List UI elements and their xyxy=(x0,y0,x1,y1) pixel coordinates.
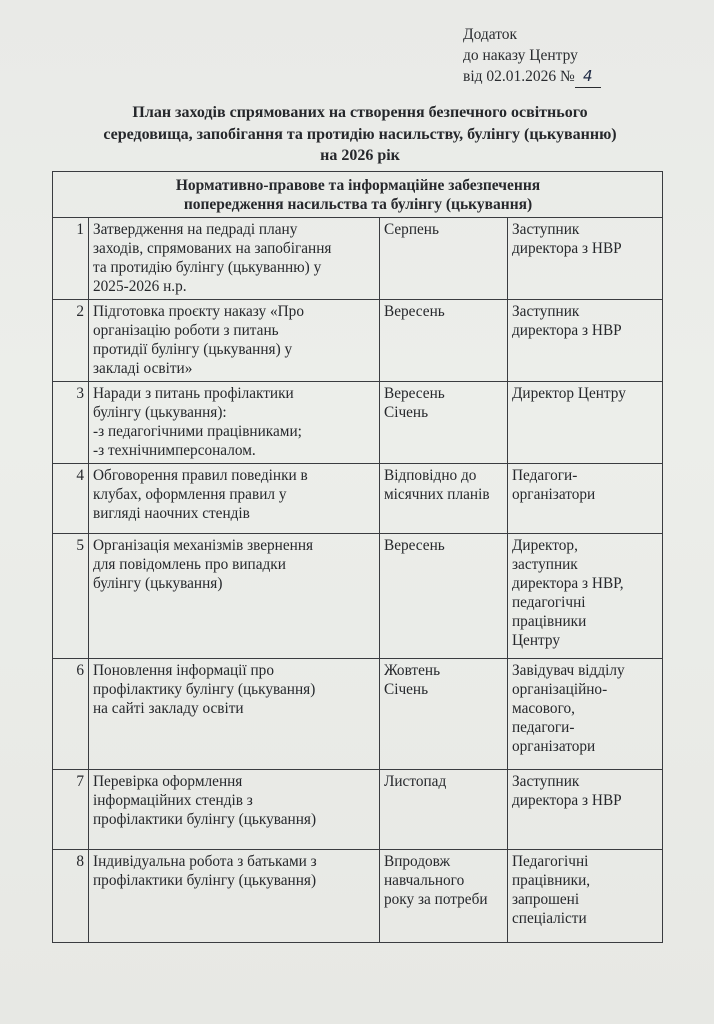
title-line-2: середовища, запобігання та протидію насильству, булінгу (цькуванню) xyxy=(103,125,617,143)
term-cell xyxy=(380,382,508,464)
activity-cell-line: -з педагогічними працівниками; xyxy=(93,423,302,440)
term-cell-line: Відповідно до xyxy=(384,467,477,484)
activity-cell xyxy=(89,534,380,659)
responsible-cell-line: Директор, xyxy=(512,537,578,554)
activity-cell-line: клубах, оформлення правил у xyxy=(93,486,287,503)
term-cell-line: Серпень xyxy=(384,221,439,238)
table-row xyxy=(53,770,663,850)
responsible-cell-line: працівники xyxy=(512,613,587,630)
handwritten-order-number: 4 xyxy=(575,66,601,88)
responsible-cell xyxy=(508,534,663,659)
table-row xyxy=(53,659,663,770)
row-number: 6 xyxy=(53,659,89,770)
responsible-cell-line: Заступник xyxy=(512,303,580,320)
responsible-cell xyxy=(508,300,663,382)
document-title xyxy=(40,102,680,167)
term-cell xyxy=(380,464,508,534)
activity-cell xyxy=(89,770,380,850)
section-header-row xyxy=(53,172,663,218)
responsible-cell xyxy=(508,850,663,943)
activity-cell xyxy=(89,300,380,382)
term-cell-line: Січень xyxy=(384,681,429,698)
responsible-cell xyxy=(508,382,663,464)
term-cell-line: місячних планів xyxy=(384,486,490,503)
term-cell-line: навчального xyxy=(384,872,465,889)
activity-cell-line: протидії булінгу (цькування) у xyxy=(93,341,293,358)
responsible-cell-line: працівники, xyxy=(512,872,591,889)
activity-cell xyxy=(89,850,380,943)
responsible-cell-line: директора з НВР xyxy=(512,240,622,257)
row-number: 7 xyxy=(53,770,89,850)
activity-cell xyxy=(89,382,380,464)
title-line-3: на 2026 рік xyxy=(320,147,400,164)
activity-cell-line: закладі освіти» xyxy=(93,360,193,377)
row-number: 4 xyxy=(53,464,89,534)
term-cell-line: Вересень xyxy=(384,537,445,554)
activity-cell-line: Підготовка проєкту наказу «Про xyxy=(93,303,304,320)
activity-cell-line: булінгу (цькування) xyxy=(93,575,223,592)
section-header xyxy=(53,172,663,218)
term-cell-line: Січень xyxy=(384,404,429,421)
activity-cell-line: вигляді наочних стендів xyxy=(93,505,250,522)
term-cell xyxy=(380,300,508,382)
row-number: 1 xyxy=(53,218,89,300)
responsible-cell-line: директора з НВР, xyxy=(512,575,624,592)
responsible-cell-line: Заступник xyxy=(512,773,580,790)
table-row xyxy=(53,850,663,943)
activity-cell-line: -з технічнимперсоналом. xyxy=(93,442,256,459)
appendix-note xyxy=(463,24,601,88)
responsible-cell-line: запрошені xyxy=(512,891,580,908)
responsible-cell-line: Заступник xyxy=(512,221,580,238)
term-cell-line: Вересень xyxy=(384,385,445,402)
table-row xyxy=(53,218,663,300)
activity-cell-line: 2025-2026 н.р. xyxy=(93,278,187,295)
plan-table xyxy=(52,171,663,943)
appendix-line-3 xyxy=(463,66,601,88)
term-cell xyxy=(380,850,508,943)
responsible-cell-line: Центру xyxy=(512,632,560,649)
responsible-cell xyxy=(508,218,663,300)
row-number: 2 xyxy=(53,300,89,382)
activity-cell-line: заходів, спрямованих на запобігання xyxy=(93,240,332,257)
activity-cell-line: та протидію булінгу (цькуванню) у xyxy=(93,259,322,276)
responsible-cell-line: Завідувач відділу xyxy=(512,662,625,679)
activity-cell-line: Поновлення інформації про xyxy=(93,662,274,679)
table-row xyxy=(53,464,663,534)
responsible-cell-line: організаційно- xyxy=(512,681,608,698)
activity-cell-line: організацію роботи з питань xyxy=(93,322,279,339)
activity-cell-line: інформаційних стендів з xyxy=(93,792,253,809)
title-line-1: План заходів спрямованих на створення безпечного освітнього xyxy=(132,104,588,121)
row-number: 5 xyxy=(53,534,89,659)
responsible-cell xyxy=(508,659,663,770)
responsible-cell-line: Директор Центру xyxy=(512,385,626,402)
responsible-cell-line: спеціалісти xyxy=(512,910,587,927)
activity-cell-line: Перевірка оформлення xyxy=(93,773,243,790)
activity-cell xyxy=(89,659,380,770)
appendix-line-1: Додаток xyxy=(463,26,518,43)
appendix-line-2: до наказу Центру xyxy=(463,47,578,64)
responsible-cell-line: організатори xyxy=(512,738,596,755)
responsible-cell-line: педагоги- xyxy=(512,719,575,736)
term-cell xyxy=(380,770,508,850)
term-cell-line: Впродовж xyxy=(384,853,451,870)
activity-cell-line: Наради з питань профілактики xyxy=(93,385,294,402)
activity-cell-line: профілактики булінгу (цькування) xyxy=(93,811,317,828)
row-number: 3 xyxy=(53,382,89,464)
term-cell-line: Вересень xyxy=(384,303,445,320)
section-line-2: попередження насильства та булінгу (цькування) xyxy=(183,196,533,213)
activity-cell-line: профілактику булінгу (цькування) xyxy=(93,681,316,698)
activity-cell-line: Обговорення правил поведінки в xyxy=(93,467,308,484)
term-cell-line: року за потреби xyxy=(384,891,488,908)
activity-cell xyxy=(89,218,380,300)
responsible-cell-line: директора з НВР xyxy=(512,322,622,339)
term-cell-line: Жовтень xyxy=(384,662,441,679)
responsible-cell xyxy=(508,770,663,850)
responsible-cell-line: організатори xyxy=(512,486,596,503)
activity-cell-line: профілактики булінгу (цькування) xyxy=(93,872,317,889)
activity-cell-line: для повідомлень про випадки xyxy=(93,556,286,573)
responsible-cell-line: Педагогічні xyxy=(512,853,589,870)
responsible-cell-line: Педагоги- xyxy=(512,467,578,484)
term-cell-line: Листопад xyxy=(384,773,447,790)
responsible-cell xyxy=(508,464,663,534)
term-cell xyxy=(380,534,508,659)
responsible-cell-line: педагогічні xyxy=(512,594,586,611)
table-row xyxy=(53,300,663,382)
responsible-cell-line: масового, xyxy=(512,700,575,717)
appendix-date: від 02.01.2026 № xyxy=(463,68,575,85)
table-row xyxy=(53,534,663,659)
activity-cell-line: Індивідуальна робота з батьками з xyxy=(93,853,317,870)
section-line-1: Нормативно-правове та інформаційне забезпечення xyxy=(175,177,541,194)
activity-cell-line: на сайті закладу освіти xyxy=(93,700,244,717)
activity-cell-line: Організація механізмів звернення xyxy=(93,537,314,554)
term-cell xyxy=(380,218,508,300)
table-row xyxy=(53,382,663,464)
responsible-cell-line: директора з НВР xyxy=(512,792,622,809)
activity-cell-line: Затвердження на педраді плану xyxy=(93,221,298,238)
responsible-cell-line: заступник xyxy=(512,556,578,573)
activity-cell xyxy=(89,464,380,534)
activity-cell-line: булінгу (цькування): xyxy=(93,404,227,421)
term-cell xyxy=(380,659,508,770)
row-number: 8 xyxy=(53,850,89,943)
